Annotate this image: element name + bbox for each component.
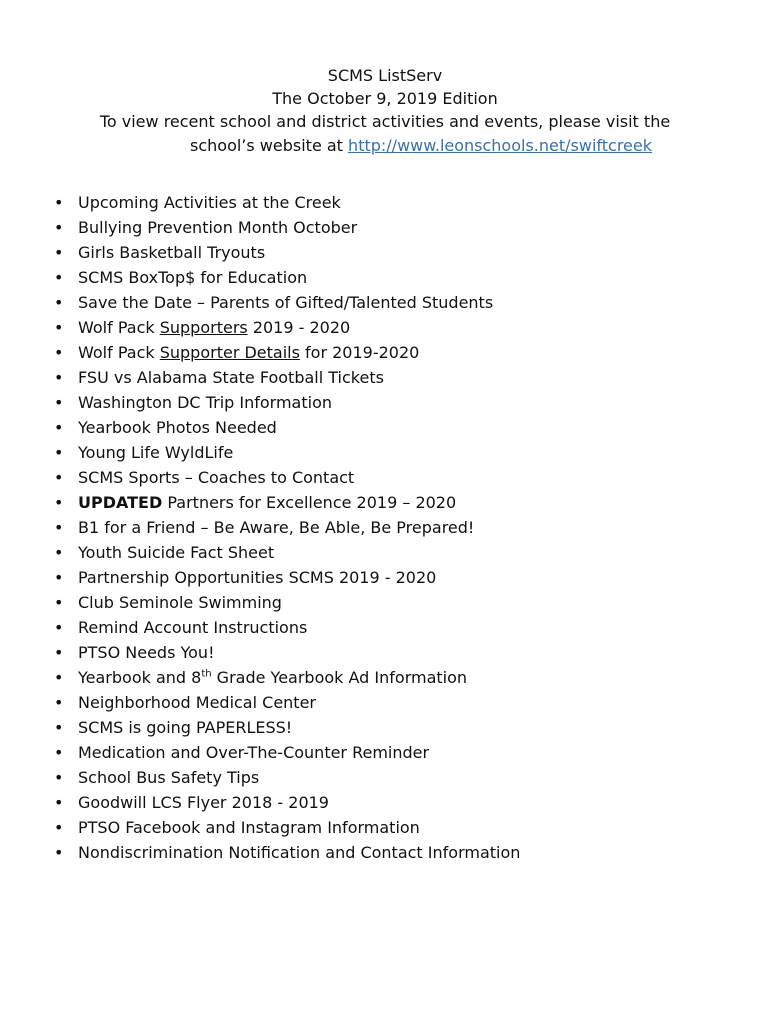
list-item [54, 315, 520, 340]
bullet-icon: • [54, 443, 64, 462]
bullet-icon: • [54, 818, 64, 837]
list-item [54, 740, 520, 765]
list-item [54, 590, 520, 615]
list-item [54, 765, 520, 790]
topic-list [54, 190, 520, 865]
list-item [54, 840, 520, 865]
list-item [54, 615, 520, 640]
bullet-icon: • [54, 618, 64, 637]
website-prefix: school’s website at [190, 136, 349, 155]
website-line [0, 133, 770, 158]
bullet-icon: • [54, 218, 64, 237]
item-text: Washington DC Trip Information [78, 393, 332, 412]
bullet-icon: • [54, 493, 64, 512]
item-text: School Bus Safety Tips [78, 768, 260, 787]
list-item [54, 790, 520, 815]
list-item [54, 490, 520, 515]
list-item [54, 190, 520, 215]
item-text: Remind Account Instructions [78, 618, 308, 637]
list-item [54, 215, 520, 240]
item-text: SCMS Sports – Coaches to Contact [78, 468, 355, 487]
edition-suffix: Edition [437, 89, 498, 108]
list-item [54, 515, 520, 540]
list-item [54, 715, 520, 740]
item-text: Club Seminole Swimming [78, 593, 282, 612]
item-text: PTSO Needs You! [78, 643, 215, 662]
bullet-icon: • [54, 568, 64, 587]
bullet-icon: • [54, 743, 64, 762]
bullet-icon: • [54, 643, 64, 662]
list-item [54, 240, 520, 265]
list-item [54, 815, 520, 840]
bullet-icon: • [54, 393, 64, 412]
bullet-icon: • [54, 543, 64, 562]
item-text: SCMS is going PAPERLESS! [78, 718, 293, 737]
bullet-icon: • [54, 193, 64, 212]
item-text: FSU vs Alabama State Football Tickets [78, 368, 384, 387]
edition-line [0, 87, 770, 110]
list-item [54, 640, 520, 665]
item-text: SCMS BoxTop$ for Education [78, 268, 308, 287]
bullet-icon: • [54, 418, 64, 437]
edition-prefix: The [272, 89, 308, 108]
item-superscript: th [201, 668, 212, 680]
item-text: Wolf Pack [78, 318, 160, 337]
item-text: Upcoming Activities at the Creek [78, 193, 341, 212]
visit-line: To view recent school and district activities and events, please visit the [99, 112, 671, 131]
updated-label: UPDATED [78, 493, 163, 512]
newsletter-header [0, 64, 770, 158]
bullet-icon: • [54, 768, 64, 787]
bullet-icon: • [54, 718, 64, 737]
item-text: Save the Date – Parents of Gifted/Talented Students [78, 293, 494, 312]
list-item [54, 540, 520, 565]
item-text: Yearbook and 8 [78, 668, 202, 687]
bullet-icon: • [54, 593, 64, 612]
item-text: Goodwill LCS Flyer 2018 - 2019 [78, 793, 329, 812]
item-text: Grade Yearbook Ad Information [211, 668, 468, 687]
item-text: Girls Basketball Tryouts [78, 243, 266, 262]
list-item [54, 290, 520, 315]
list-item [54, 465, 520, 490]
bullet-icon: • [54, 368, 64, 387]
item-text: Partnership Opportunities SCMS 2019 - 2020 [78, 568, 437, 587]
bullet-icon: • [54, 468, 64, 487]
item-text: Young Life WyldLife [78, 443, 234, 462]
newsletter-title: SCMS ListServ [327, 66, 443, 85]
item-text: for 2019-2020 [299, 343, 420, 362]
list-item [54, 365, 520, 390]
item-text: B1 for a Friend – Be Aware, Be Able, Be Prepared! [78, 518, 475, 537]
item-text: 2019 - 2020 [247, 318, 351, 337]
bullet-icon: • [54, 343, 64, 362]
list-item [54, 565, 520, 590]
list-item [54, 390, 520, 415]
bullet-icon: • [54, 268, 64, 287]
list-item [54, 340, 520, 365]
list-item [54, 415, 520, 440]
item-text: PTSO Facebook and Instagram Information [78, 818, 420, 837]
list-item [54, 690, 520, 715]
list-item [54, 665, 520, 690]
school-website-link[interactable]: http://www.leonschools.net/swiftcreek [348, 136, 652, 155]
bullet-icon: • [54, 243, 64, 262]
edition-date: October 9, 2019 [307, 89, 438, 108]
bullet-icon: • [54, 668, 64, 687]
item-text: Youth Suicide Fact Sheet [78, 543, 275, 562]
item-text: Medication and Over-The-Counter Reminder [78, 743, 430, 762]
item-text: Yearbook Photos Needed [78, 418, 277, 437]
item-link[interactable]: Supporters [159, 318, 248, 337]
bullet-icon: • [54, 793, 64, 812]
item-text: Neighborhood Medical Center [78, 693, 316, 712]
item-link[interactable]: Supporter Details [159, 343, 300, 362]
bullet-icon: • [54, 318, 64, 337]
bullet-icon: • [54, 693, 64, 712]
item-text: Partners for Excellence 2019 – 2020 [162, 493, 457, 512]
item-text: Wolf Pack [78, 343, 160, 362]
list-item [54, 440, 520, 465]
list-item [54, 265, 520, 290]
bullet-icon: • [54, 843, 64, 862]
item-text: Bullying Prevention Month October [78, 218, 358, 237]
bullet-icon: • [54, 293, 64, 312]
bullet-icon: • [54, 518, 64, 537]
item-text: Nondiscrimination Notification and Contact Information [78, 843, 521, 862]
